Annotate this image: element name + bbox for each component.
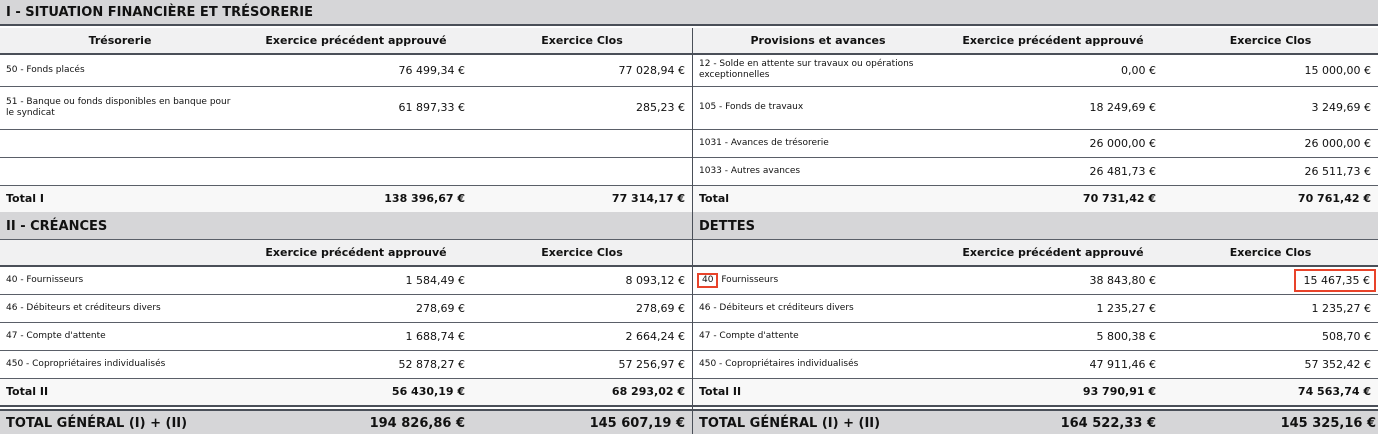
row-clos-value: 508,70 € (1163, 322, 1378, 350)
table-row (693, 322, 1378, 350)
row-clos-value: 57 256,97 € (472, 350, 692, 378)
creances-table (0, 240, 692, 407)
row-label: 51 - Banque ou fonds disponibles en banque pour le syndicat (0, 86, 240, 129)
highlight-code-box: 40 (697, 273, 718, 288)
table-row (693, 54, 1378, 86)
section-title-text: DETTES (699, 219, 755, 234)
col-header: Exercice précédent approuvé (943, 28, 1163, 54)
total-clos-value: 70 761,42 € (1163, 185, 1378, 213)
row-clos-value: 15 000,00 € (1163, 54, 1378, 86)
row-clos-value: 26 000,00 € (1163, 129, 1378, 157)
grand-total-label: TOTAL GÉNÉRAL (I) + (II) (6, 416, 188, 431)
total-row (0, 185, 692, 213)
table-row (0, 266, 692, 294)
table-row (0, 54, 692, 86)
row-clos-value: 8 093,12 € (472, 266, 692, 294)
table-row (693, 266, 1378, 294)
row-label: 450 - Copropriétaires individualisés (693, 350, 943, 378)
col-header (0, 240, 240, 266)
col-header: Exercice précédent approuvé (240, 240, 472, 266)
col-header: Exercice Clos (472, 240, 692, 266)
row-prev-value: 38 843,80 € (943, 266, 1163, 294)
section-title-situation (0, 0, 1378, 26)
row-prev-value: 5 800,38 € (943, 322, 1163, 350)
total-row (0, 378, 692, 406)
section-title-dettes (693, 212, 1378, 240)
row-prev-value: 18 249,69 € (943, 86, 1163, 129)
total-prev-value: 93 790,91 € (943, 378, 1163, 406)
col-header: Exercice Clos (1163, 28, 1378, 54)
row-prev-value: 61 897,33 € (240, 86, 472, 129)
row-label: 46 - Débiteurs et créditeurs divers (0, 294, 240, 322)
total-clos-value: 77 314,17 € (472, 185, 692, 213)
grand-total-dettes (693, 409, 1378, 434)
section-title-creances (0, 212, 692, 240)
empty-row (0, 129, 692, 157)
total-clos-value: 68 293,02 € (472, 378, 692, 406)
total-label: Total I (0, 185, 240, 213)
row-clos-value (1163, 266, 1378, 294)
provisions-table (693, 28, 1378, 214)
row-prev-value: 26 481,73 € (943, 157, 1163, 185)
table-row (693, 157, 1378, 185)
grand-total-creances (0, 409, 692, 434)
col-header (693, 240, 943, 266)
total-prev-value: 138 396,67 € (240, 185, 472, 213)
row-prev-value: 278,69 € (240, 294, 472, 322)
table-row (693, 129, 1378, 157)
row-label: 12 - Solde en attente sur travaux ou opérations exceptionnelles (693, 54, 943, 86)
row-prev-value: 1 235,27 € (943, 294, 1163, 322)
row-prev-value: 76 499,34 € (240, 54, 472, 86)
grand-total-clos: 145 607,19 € (589, 416, 685, 431)
col-header: Exercice Clos (472, 28, 692, 54)
tresorerie-table (0, 28, 692, 214)
row-prev-value: 1 584,49 € (240, 266, 472, 294)
grand-total-clos: 145 325,16 € (1280, 416, 1376, 431)
table-header-row (0, 28, 692, 54)
total-label: Total II (693, 378, 943, 406)
table-row (0, 86, 692, 129)
row-clos-value: 2 664,24 € (472, 322, 692, 350)
row-clos-value: 77 028,94 € (472, 54, 692, 86)
total-prev-value: 70 731,42 € (943, 185, 1163, 213)
table-row (693, 86, 1378, 129)
col-header: Exercice précédent approuvé (240, 28, 472, 54)
row-label: 47 - Compte d'attente (693, 322, 943, 350)
grand-total-label: TOTAL GÉNÉRAL (I) + (II) (699, 416, 881, 431)
dettes-table (693, 240, 1378, 407)
row-clos-value: 1 235,27 € (1163, 294, 1378, 322)
row-clos-value: 3 249,69 € (1163, 86, 1378, 129)
table-row (0, 350, 692, 378)
row-prev-value: 0,00 € (943, 54, 1163, 86)
col-header: Exercice précédent approuvé (943, 240, 1163, 266)
row-clos-value: 26 511,73 € (1163, 157, 1378, 185)
row-label: 1031 - Avances de trésorerie (693, 129, 943, 157)
table-row (0, 294, 692, 322)
table-row (693, 350, 1378, 378)
col-header: Provisions et avances (693, 28, 943, 54)
row-clos-value: 278,69 € (472, 294, 692, 322)
total-prev-value: 56 430,19 € (240, 378, 472, 406)
row-clos-value: 57 352,42 € (1163, 350, 1378, 378)
row-prev-value: 26 000,00 € (943, 129, 1163, 157)
total-label: Total II (0, 378, 240, 406)
row-label: 50 - Fonds placés (0, 54, 240, 86)
row-label (693, 266, 943, 294)
total-row (693, 378, 1378, 406)
column-divider (692, 28, 693, 434)
section-title-text: I - SITUATION FINANCIÈRE ET TRÉSORERIE (6, 5, 313, 20)
row-label: 40 - Fournisseurs (0, 266, 240, 294)
table-header-row (0, 240, 692, 266)
row-label: 46 - Débiteurs et créditeurs divers (693, 294, 943, 322)
row-label: 47 - Compte d'attente (0, 322, 240, 350)
row-clos-value: 285,23 € (472, 86, 692, 129)
table-row (0, 322, 692, 350)
section-title-text: II - CRÉANCES (6, 219, 108, 234)
highlight-value-box: 15 467,35 € (1294, 269, 1376, 292)
total-label: Total (693, 185, 943, 213)
grand-total-prev: 194 826,86 € (369, 416, 465, 431)
col-header: Trésorerie (0, 28, 240, 54)
total-clos-value: 74 563,74 € (1163, 378, 1378, 406)
row-prev-value: 1 688,74 € (240, 322, 472, 350)
table-row (693, 294, 1378, 322)
row-prev-value: 47 911,46 € (943, 350, 1163, 378)
row-prev-value: 52 878,27 € (240, 350, 472, 378)
table-header-row (693, 28, 1378, 54)
grand-total-prev: 164 522,33 € (1060, 416, 1156, 431)
row-label: 450 - Copropriétaires individualisés (0, 350, 240, 378)
col-header: Exercice Clos (1163, 240, 1378, 266)
table-header-row (693, 240, 1378, 266)
empty-row (0, 157, 692, 185)
row-label-name: Fournisseurs (721, 274, 779, 285)
row-label: 1033 - Autres avances (693, 157, 943, 185)
row-label: 105 - Fonds de travaux (693, 86, 943, 129)
total-row (693, 185, 1378, 213)
